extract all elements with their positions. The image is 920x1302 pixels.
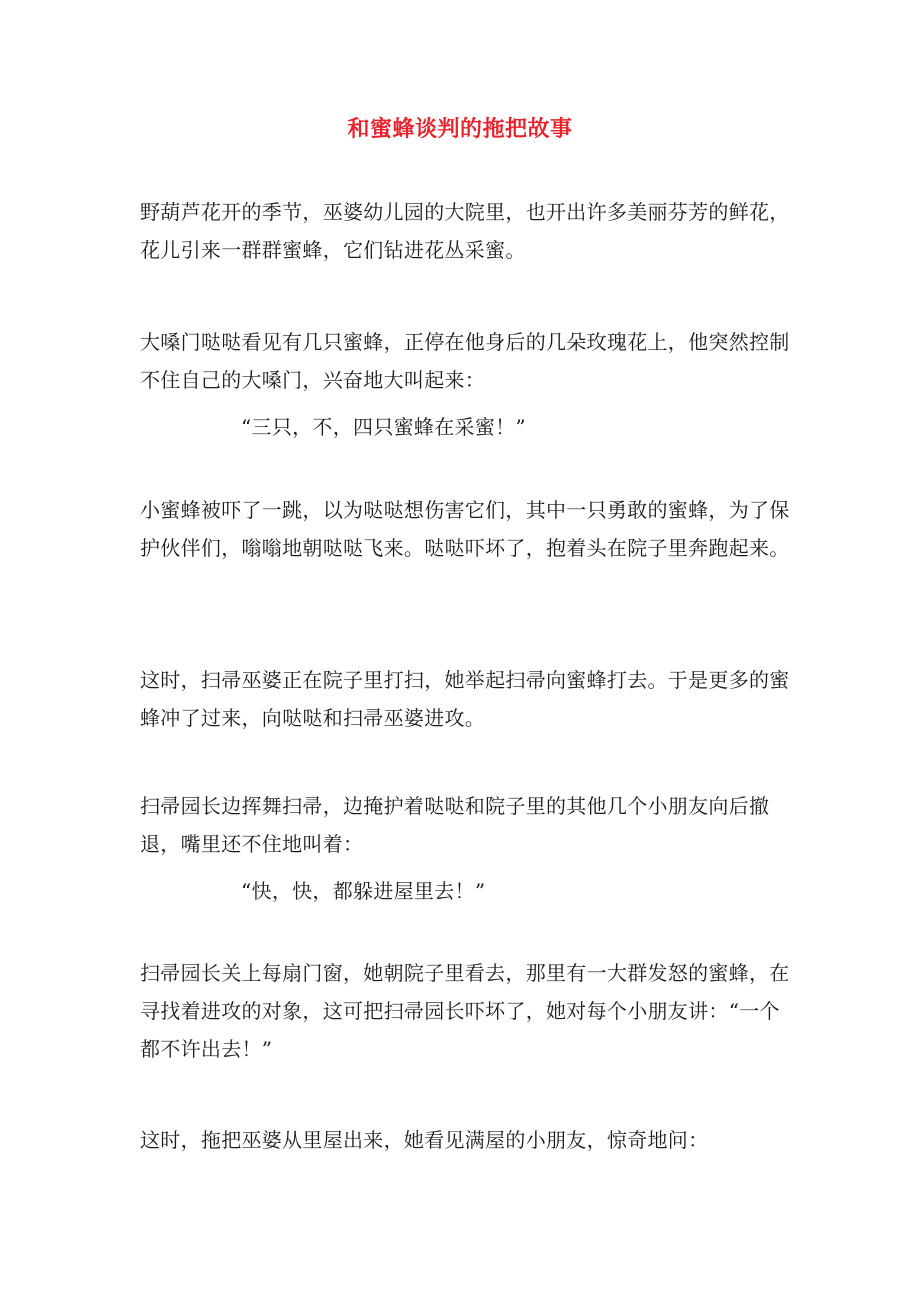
paragraph-1: 野葫芦花开的季节，巫婆幼儿园的大院里，也开出许多美丽芬芳的鲜花，花儿引来一群群蜜蜂，它们钻进花丛采蜜。 (140, 200, 790, 262)
paragraph-6: 扫帚园长关上每扇门窗，她朝院子里看去，那里有一大群发怒的蜜蜂，在寻找着进攻的对象，这可把扫帚园长吓坏了，她对每个小朋友讲：“一个都不许出去！” (140, 961, 790, 1061)
paragraph-5: 扫帚园长边挥舞扫帚，边掩护着哒哒和院子里的其他几个小朋友向后撤退，嘴里还不住地叫着： (140, 794, 770, 856)
quote-1: “三只，不，四只蜜蜂在采蜜！” (241, 415, 526, 439)
paragraph-7: 这时，拖把巫婆从里屋出来，她看见满屋的小朋友，惊奇地问： (140, 1128, 709, 1152)
paragraph-4: 这时，扫帚巫婆正在院子里打扫，她举起扫帚向蜜蜂打去。于是更多的蜜蜂冲了过来，向哒哒和扫帚巫婆进攻。 (140, 668, 790, 730)
document-title: 和蜜蜂谈判的拖把故事 (347, 116, 573, 142)
quote-2: “快，快，都躲进屋里去！” (241, 879, 486, 903)
paragraph-2: 大嗓门哒哒看见有几只蜜蜂，正停在他身后的几朵玫瑰花上，他突然控制不住自己的大嗓门，兴奋地大叫起来： (140, 330, 790, 392)
paragraph-3: 小蜜蜂被吓了一跳，以为哒哒想伤害它们，其中一只勇敢的蜜蜂，为了保护伙伴们，嗡嗡地朝哒哒飞来。哒哒吓坏了，抱着头在院子里奔跑起来。 (140, 498, 790, 560)
